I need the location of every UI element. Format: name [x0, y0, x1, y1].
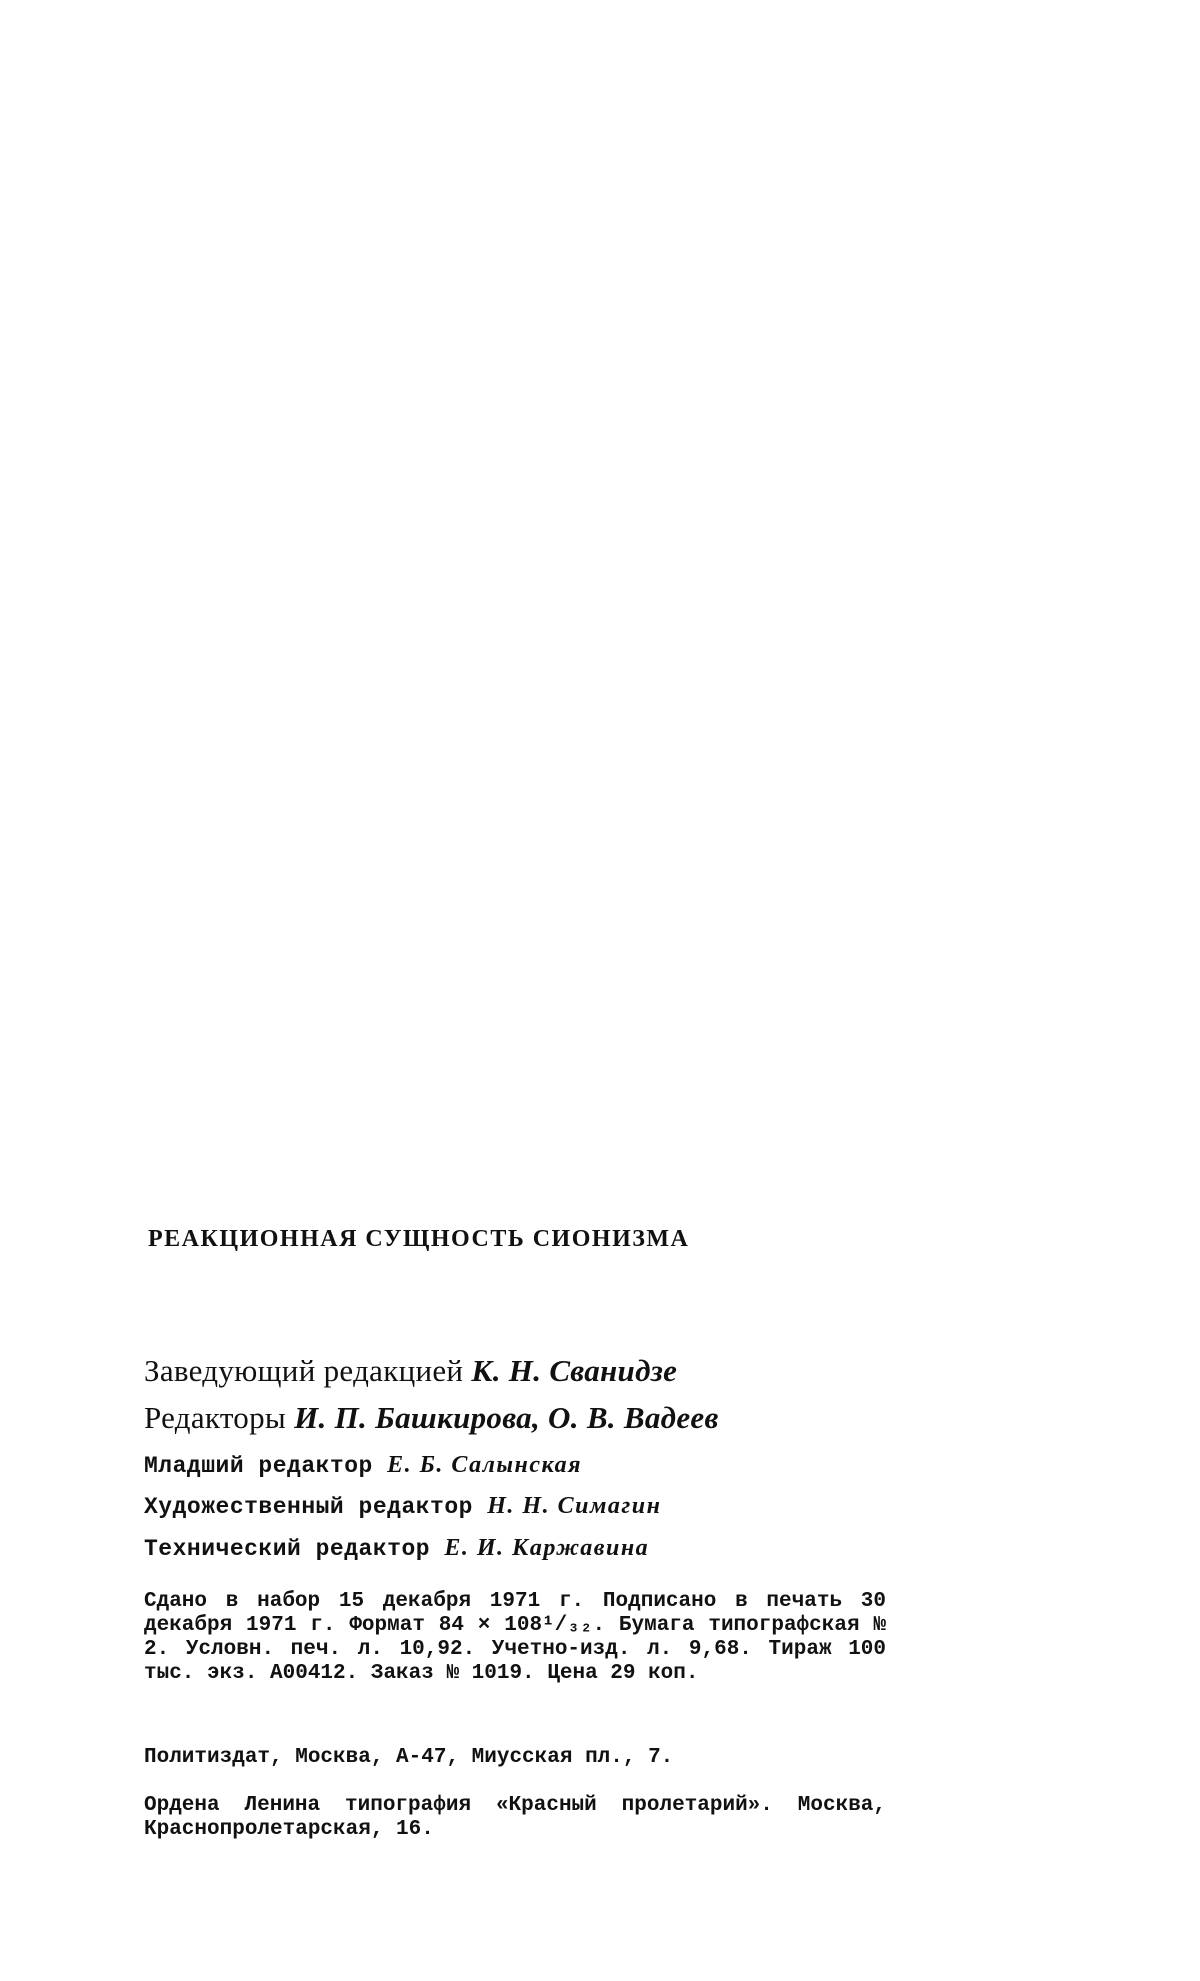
credit-name: Е. И. Каржавина [444, 1535, 650, 1561]
credit-role: Младший редактор [144, 1453, 373, 1479]
credit-name: Е. Б. Салынская [387, 1452, 582, 1478]
credit-editors [144, 1400, 719, 1436]
credit-art-editor [144, 1493, 661, 1520]
credit-name: Н. Н. Симагин [487, 1493, 662, 1519]
credit-role: Редакторы [144, 1400, 287, 1435]
print-details: Сдано в набор 15 декабря 1971 г. Подписано в печать 30 декабря 1971 г. Формат 84 × 108¹/₃₂. Бумага типографская № 2. Условн. печ. л. 10,92. Учетно-изд. л. 9,68. Тираж 100 тыс. экз. А00412. Заказ № 1019. Цена 29 коп. [144, 1590, 886, 1685]
credit-editor-in-chief [144, 1353, 677, 1389]
credit-junior-editor [144, 1452, 582, 1479]
credit-name: К. Н. Сванидзе [471, 1353, 678, 1388]
book-title: РЕАКЦИОННАЯ СУЩНОСТЬ СИОНИЗМА [148, 1226, 690, 1252]
credit-role: Технический редактор [144, 1536, 431, 1562]
publisher-address: Политиздат, Москва, А-47, Миусская пл., 7. [144, 1746, 674, 1769]
credit-role: Художественный редактор [144, 1494, 473, 1520]
credit-role: Заведующий редакцией [144, 1353, 464, 1388]
printing-house: Ордена Ленина типография «Красный пролетарий». Москва, Краснопролетарская, 16. [144, 1794, 886, 1841]
credit-technical-editor [144, 1535, 649, 1562]
credit-name: И. П. Башкирова, О. В. Вадеев [294, 1400, 719, 1435]
